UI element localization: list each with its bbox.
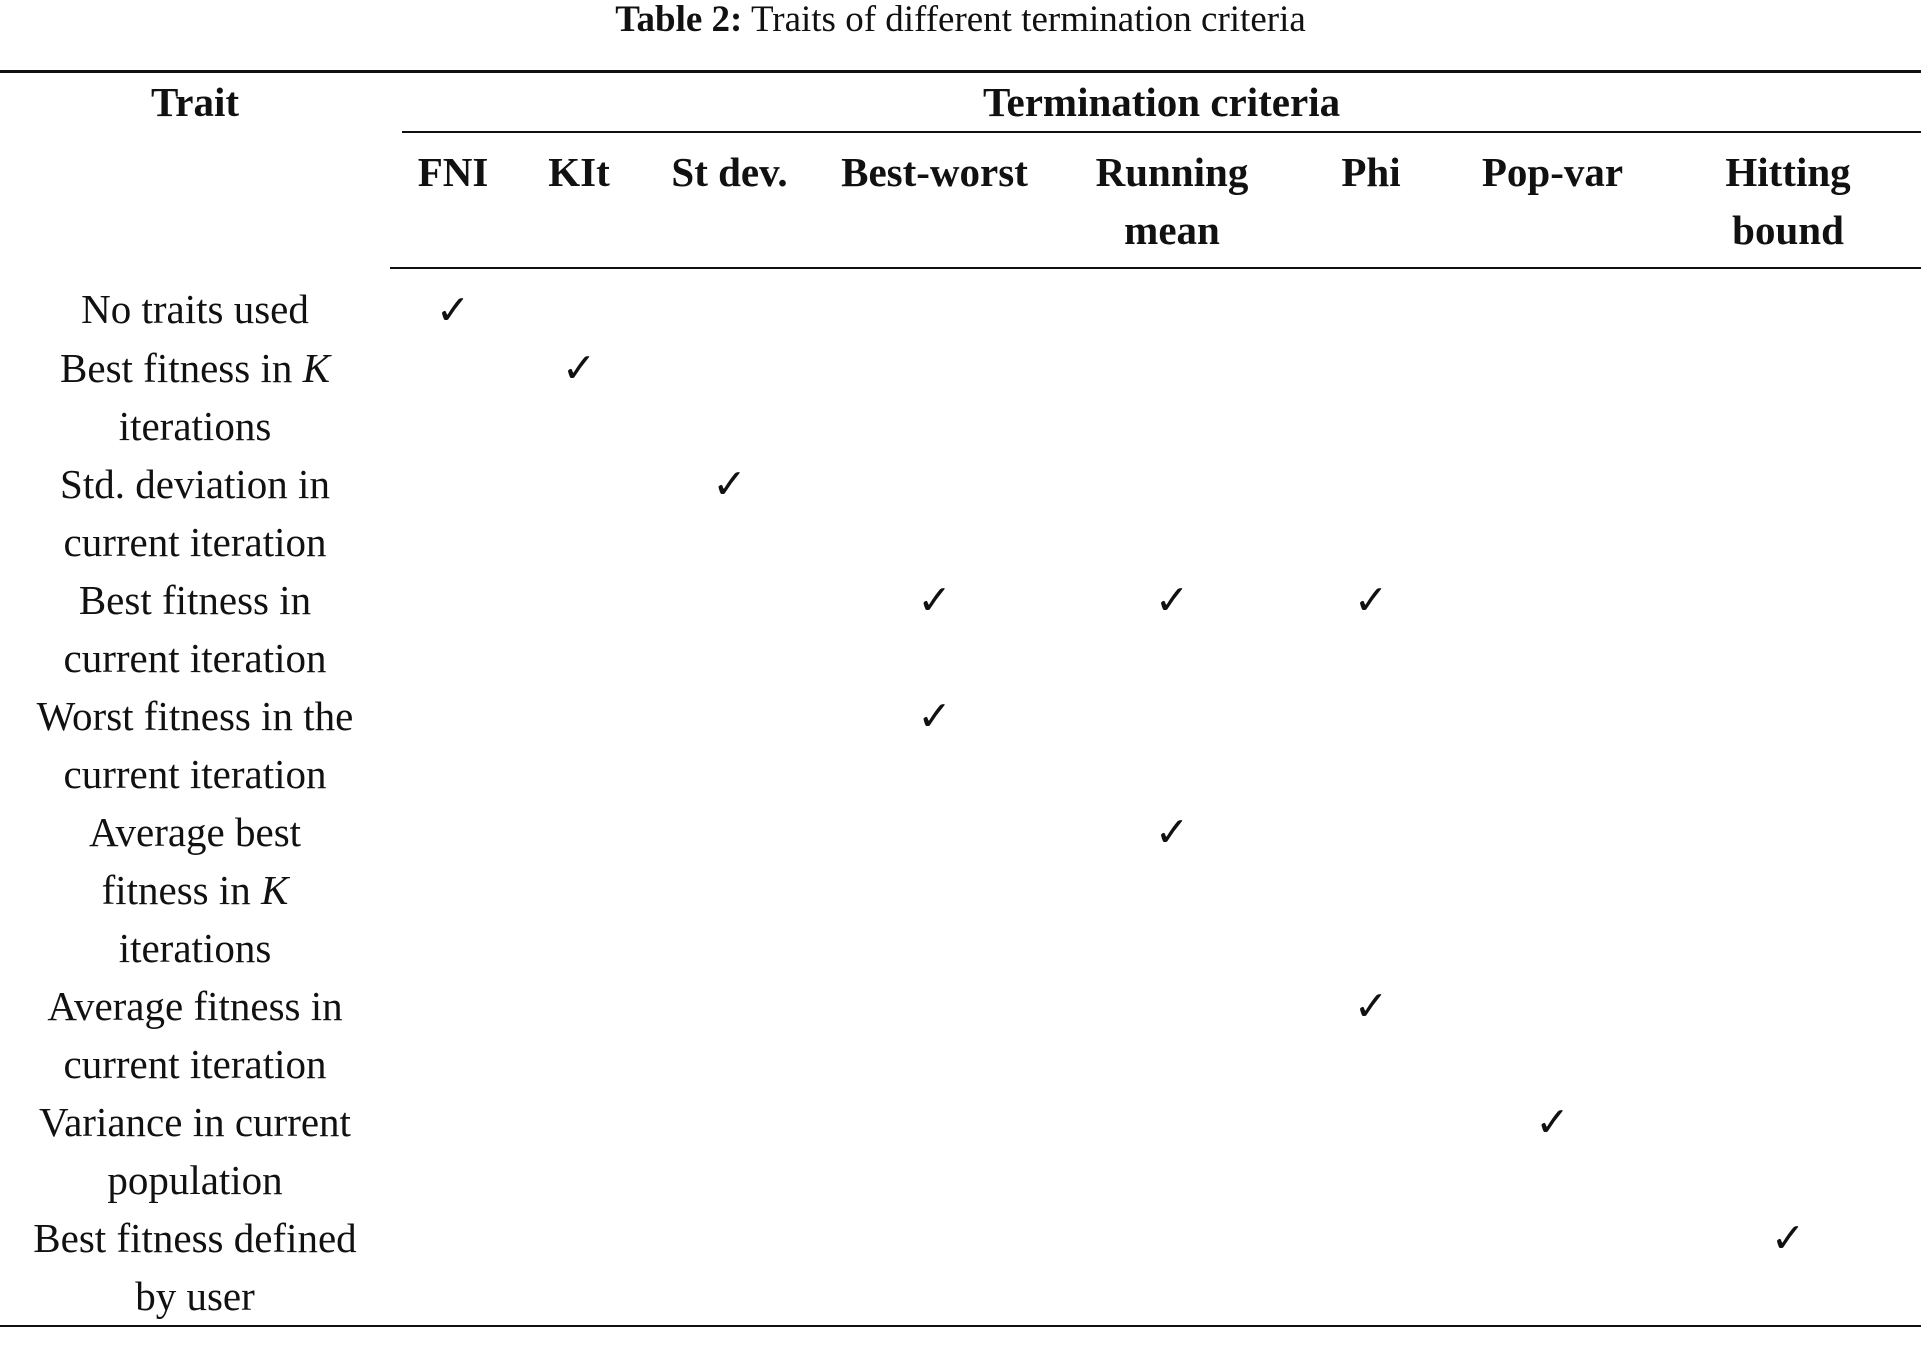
checkmark-icon: ✓ bbox=[1154, 576, 1190, 624]
traits-table bbox=[0, 70, 1921, 1327]
criteria-cell bbox=[390, 571, 516, 687]
caption-label: Table 2: bbox=[615, 0, 743, 40]
criteria-cell bbox=[642, 455, 817, 571]
criteria-cell bbox=[1292, 571, 1450, 687]
checkmark-icon: ✓ bbox=[1353, 982, 1389, 1030]
table-row bbox=[0, 687, 1921, 803]
criteria-cell bbox=[516, 1093, 642, 1209]
criteria-cell bbox=[817, 268, 1052, 339]
criteria-cell bbox=[516, 977, 642, 1093]
criteria-cell bbox=[390, 455, 516, 571]
criteria-cell bbox=[390, 687, 516, 803]
trait-cell: Average fitness in current iteration bbox=[47, 983, 343, 1087]
criteria-cell bbox=[390, 977, 516, 1093]
criteria-cell bbox=[516, 268, 642, 339]
checkmark-icon: ✓ bbox=[1535, 1098, 1570, 1146]
criteria-cell bbox=[642, 571, 817, 687]
criteria-cell bbox=[516, 687, 642, 803]
criteria-cell bbox=[642, 803, 817, 977]
table-caption bbox=[0, 0, 1921, 40]
criteria-cell bbox=[1292, 1093, 1450, 1209]
criteria-cell bbox=[1655, 803, 1921, 977]
criteria-cell bbox=[642, 1093, 817, 1209]
table-row bbox=[0, 268, 1921, 339]
criteria-cell bbox=[516, 455, 642, 571]
criteria-cell bbox=[817, 977, 1052, 1093]
criteria-cell bbox=[1292, 339, 1450, 455]
checkmark-icon: ✓ bbox=[561, 344, 597, 392]
table-row bbox=[0, 339, 1921, 455]
criteria-cell bbox=[1450, 455, 1655, 571]
criteria-cell bbox=[642, 687, 817, 803]
criteria-cell bbox=[1292, 803, 1450, 977]
criteria-cell bbox=[1292, 687, 1450, 803]
criteria-cell bbox=[516, 571, 642, 687]
criteria-cell bbox=[1292, 455, 1450, 571]
table-row bbox=[0, 803, 1921, 977]
criteria-cell bbox=[642, 977, 817, 1093]
criteria-cell bbox=[1450, 803, 1655, 977]
checkmark-icon: ✓ bbox=[435, 286, 471, 334]
criteria-cell bbox=[1052, 1209, 1292, 1326]
criteria-cell bbox=[817, 1093, 1052, 1209]
table-row bbox=[0, 571, 1921, 687]
criteria-cell bbox=[1052, 455, 1292, 571]
checkmark-icon: ✓ bbox=[1770, 1214, 1806, 1262]
criteria-cell bbox=[642, 268, 817, 339]
checkmark-icon: ✓ bbox=[917, 692, 952, 740]
termination-criteria-header: Termination criteria bbox=[390, 72, 1921, 134]
trait-cell: Average best fitness in K iterations bbox=[88, 809, 302, 971]
criteria-header-0: FNI bbox=[390, 133, 516, 268]
criteria-header-6: Pop-var bbox=[1450, 133, 1655, 268]
checkmark-icon: ✓ bbox=[917, 576, 952, 624]
criteria-header-5: Phi bbox=[1292, 133, 1450, 268]
criteria-cell bbox=[1052, 1093, 1292, 1209]
table-row bbox=[0, 1093, 1921, 1209]
table-body bbox=[0, 268, 1921, 1326]
trait-cell: No traits used bbox=[81, 286, 309, 332]
criteria-cell bbox=[1655, 339, 1921, 455]
criteria-cell bbox=[390, 339, 516, 455]
criteria-cell bbox=[390, 268, 516, 339]
criteria-cell bbox=[1052, 803, 1292, 977]
criteria-cell bbox=[1655, 977, 1921, 1093]
criteria-cell bbox=[1052, 687, 1292, 803]
criteria-cell bbox=[390, 803, 516, 977]
trait-cell: Best fitness in current iteration bbox=[63, 577, 327, 681]
criteria-cell bbox=[1655, 455, 1921, 571]
criteria-cell bbox=[1450, 268, 1655, 339]
criteria-cell bbox=[817, 339, 1052, 455]
trait-cell: Best fitness defined by user bbox=[0, 1209, 390, 1326]
criteria-header-3: Best-worst bbox=[817, 133, 1052, 268]
criteria-cell bbox=[516, 339, 642, 455]
criteria-header-7: Hitting bound bbox=[1655, 133, 1921, 268]
criteria-cell bbox=[1655, 1209, 1921, 1326]
criteria-cell bbox=[642, 1209, 817, 1326]
table-row bbox=[0, 977, 1921, 1093]
criteria-cell bbox=[1292, 268, 1450, 339]
caption-text: Traits of different termination criteria bbox=[742, 0, 1306, 40]
criteria-cell bbox=[1450, 339, 1655, 455]
criteria-cell bbox=[1450, 687, 1655, 803]
criteria-cell bbox=[817, 1209, 1052, 1326]
criteria-cell bbox=[817, 455, 1052, 571]
trait-cell: Std. deviation in current iteration bbox=[60, 461, 330, 565]
criteria-cell bbox=[1292, 1209, 1450, 1326]
criteria-cell bbox=[516, 1209, 642, 1326]
table-row bbox=[0, 455, 1921, 571]
criteria-cell bbox=[1052, 977, 1292, 1093]
criteria-cell bbox=[1655, 571, 1921, 687]
criteria-cell bbox=[1655, 1093, 1921, 1209]
criteria-cell bbox=[1450, 571, 1655, 687]
table-row bbox=[0, 1209, 1921, 1326]
criteria-cell bbox=[1292, 977, 1450, 1093]
criteria-cell bbox=[817, 803, 1052, 977]
checkmark-icon: ✓ bbox=[1353, 576, 1389, 624]
criteria-cell bbox=[1052, 268, 1292, 339]
criteria-cell bbox=[1450, 977, 1655, 1093]
criteria-cell bbox=[1450, 1093, 1655, 1209]
criteria-cell bbox=[390, 1209, 516, 1326]
trait-cell: Variance in current population bbox=[39, 1099, 351, 1203]
criteria-cell bbox=[1655, 687, 1921, 803]
criteria-cell bbox=[516, 803, 642, 977]
criteria-cell bbox=[642, 339, 817, 455]
criteria-cell bbox=[390, 1093, 516, 1209]
trait-cell: Best fitness in K iterations bbox=[60, 345, 330, 449]
checkmark-icon: ✓ bbox=[1154, 808, 1190, 856]
trait-cell: Worst fitness in the current iteration bbox=[36, 693, 354, 797]
criteria-header-4: Running mean bbox=[1052, 133, 1292, 268]
trait-column-header: Trait bbox=[0, 72, 390, 269]
checkmark-icon: ✓ bbox=[712, 460, 747, 508]
criteria-cell bbox=[1052, 339, 1292, 455]
criteria-cell bbox=[1450, 1209, 1655, 1326]
criteria-cell bbox=[1052, 571, 1292, 687]
criteria-cell bbox=[1655, 268, 1921, 339]
criteria-header-2: St dev. bbox=[642, 133, 817, 268]
criteria-cell bbox=[817, 571, 1052, 687]
criteria-header-1: KIt bbox=[516, 133, 642, 268]
criteria-cell bbox=[817, 687, 1052, 803]
